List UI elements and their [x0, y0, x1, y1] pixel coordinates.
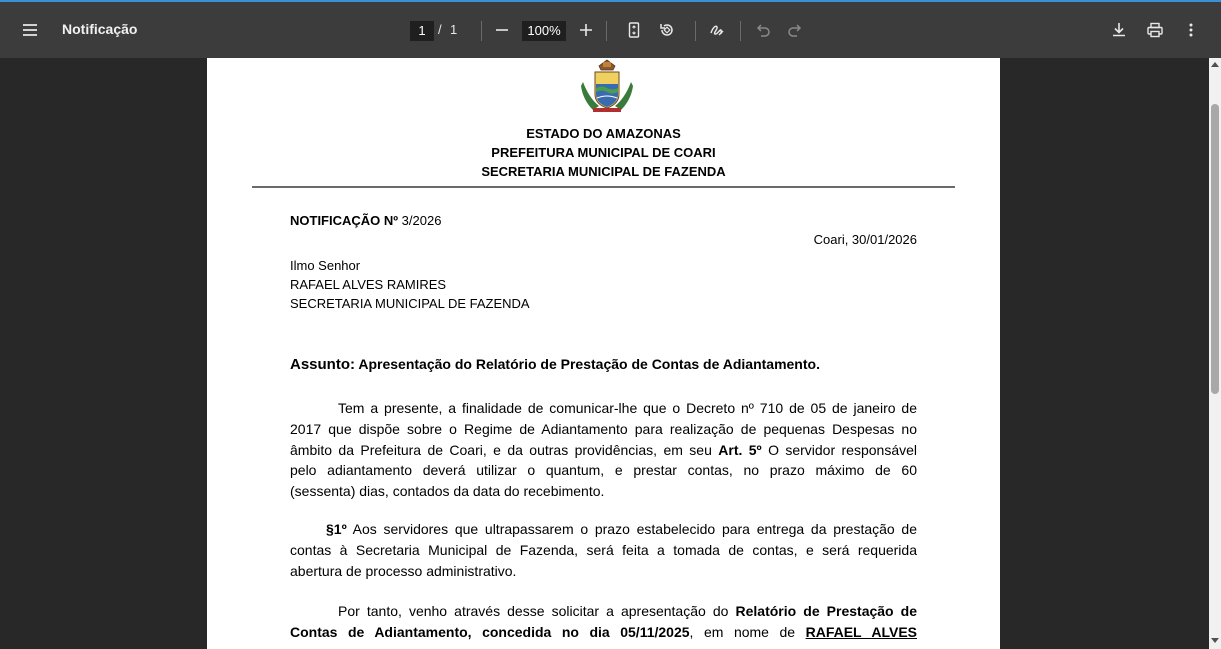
fit-page-icon[interactable] [620, 16, 648, 44]
zoom-input[interactable]: 100% [522, 21, 566, 41]
scroll-down-arrow-icon[interactable] [1211, 638, 1219, 643]
toolbar-divider [695, 21, 696, 41]
recipient-name-emphasis: RAFAEL ALVES [805, 623, 918, 640]
header-prefecture: PREFEITURA MUNICIPAL DE COARI [491, 145, 716, 160]
header-divider [252, 186, 955, 188]
download-icon[interactable] [1105, 16, 1133, 44]
undo-icon[interactable] [749, 16, 777, 44]
article-reference: Art. 5º [718, 441, 762, 458]
paragraph-1-line [290, 440, 917, 461]
paragraph-2-line [290, 519, 917, 540]
notification-heading [290, 213, 441, 228]
pdf-page [207, 58, 1000, 649]
subject-text: Apresentação do Relatório de Prestação de Contas de Adiantamento. [358, 356, 820, 372]
redo-icon[interactable] [781, 16, 809, 44]
notification-number: 3/2026 [401, 213, 442, 228]
zoom-out-icon[interactable] [488, 16, 516, 44]
rotate-icon[interactable] [653, 16, 681, 44]
vertical-scrollbar[interactable] [1209, 58, 1221, 649]
toolbar-divider [606, 21, 607, 41]
municipal-coat-of-arms-icon [579, 58, 635, 120]
more-icon[interactable] [1177, 16, 1205, 44]
paragraph-2-text: Aos servidores que ultrapassarem o prazo estabelecido para entrega da prestação de [352, 521, 917, 537]
page-total: 1 [450, 22, 458, 37]
page-number-input[interactable]: 1 [410, 21, 434, 41]
paragraph-3-line [290, 622, 917, 643]
annotate-icon[interactable] [703, 16, 731, 44]
paragraph-1 [290, 398, 917, 502]
report-title-cont: Contas de Adiantamento, concedida no dia 05/11/2025 [290, 623, 690, 640]
zoom-in-icon[interactable] [572, 16, 600, 44]
paragraph-1-line: Tem a presente, a finalidade de comunicar-lhe que o Decreto nº 710 de 05 de janeiro de [338, 400, 917, 416]
pdf-viewport[interactable] [0, 58, 1209, 649]
paragraph-3-text: , em nome de [689, 623, 796, 640]
subject-label: Assunto: [290, 356, 355, 373]
recipient-name: RAFAEL ALVES RAMIRES [290, 277, 447, 292]
paragraph-2-line: contas à Secretaria Municipal de Fazenda, será feita a tomada de contas, e será requerida [290, 541, 917, 558]
paragraph-1-line: (sessenta) dias, contados da data do recebimento. [290, 483, 605, 500]
paragraph-3-line [290, 601, 917, 622]
place-date: Coari, 30/01/2026 [813, 232, 917, 247]
recipient-department: SECRETARIA MUNICIPAL DE FAZENDA [290, 296, 530, 311]
paragraph-1-line: 2017 que dispõe sobre o Regime de Adiantamento para realização de pequenas Despesas no [290, 420, 917, 437]
pdf-toolbar [0, 2, 1221, 58]
notification-label: NOTIFICAÇÃO Nº [290, 213, 399, 228]
report-title: Relatório de Prestação de [735, 603, 918, 619]
paragraph-3 [290, 601, 917, 643]
header-state: ESTADO DO AMAZONAS [526, 126, 681, 141]
paragraph-1-line: pelo adiantamento deverá utilizar o quantum, e prestar contas, no prazo máximo de 60 [290, 462, 917, 479]
toolbar-divider [740, 21, 741, 41]
print-icon[interactable] [1141, 16, 1169, 44]
paragraph-3-text: Por tanto, venho através desse solicitar a apresentação do [338, 603, 729, 619]
toolbar-divider [481, 21, 482, 41]
scrollbar-thumb[interactable] [1211, 104, 1219, 394]
scroll-up-arrow-icon[interactable] [1211, 62, 1219, 67]
subject-line [290, 356, 820, 373]
paragraph-1-text: O servidor responsável [768, 441, 918, 458]
menu-icon[interactable] [16, 16, 44, 44]
paragraph-2 [290, 519, 917, 581]
header-secretariat: SECRETARIA MUNICIPAL DE FAZENDA [481, 164, 726, 179]
recipient-salutation: Ilmo Senhor [290, 258, 361, 273]
paragraph-2-line: abertura de processo administrativo. [290, 562, 517, 579]
paragraph-1-text: âmbito da Prefeitura de Coari, e da outras providências, em seu [290, 441, 712, 458]
section-symbol: §1º [326, 521, 347, 537]
page-separator: / [438, 22, 442, 37]
document-title: Notificação [62, 21, 138, 37]
